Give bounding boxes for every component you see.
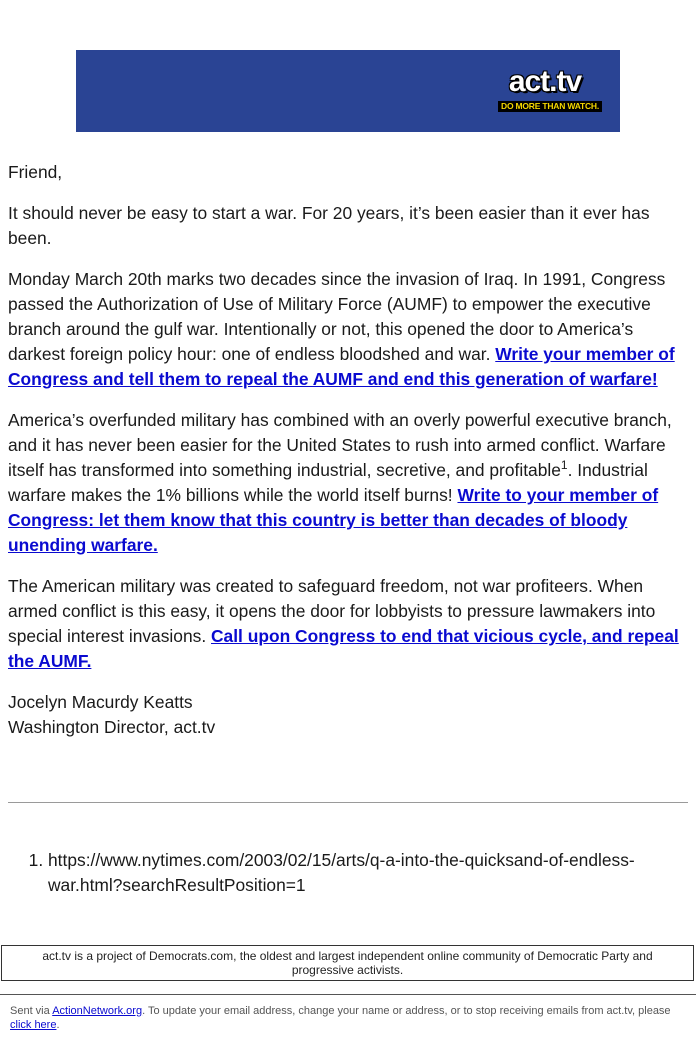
- sent-prefix: Sent via: [10, 1005, 53, 1017]
- paragraph-text: . Industrial warfare makes the 1% billions while the world itself burns!: [8, 460, 648, 505]
- project-note-box: [1, 945, 694, 981]
- paragraph-text: Monday March 20th marks two decades since the invasion of Iraq. In 1991, Congress passed the Authorization of Use of Military Force (AUMF) to empower the executive branch around the gulf war. Intentionally or not, this opened the door to America’s darkest foreign policy hour: one of endless bloodshed and war.: [8, 269, 666, 364]
- project-note: act.tv is a project of Democrats.com, the oldest and largest independent online community of Democratic Party and progressive activists.: [42, 949, 653, 977]
- footnote-ref[interactable]: 1: [560, 458, 568, 473]
- write-to-member-link[interactable]: Write to your member of Congress: let them know that this country is better than decades of bloody unending warfare.: [8, 485, 659, 555]
- act-tv-logo[interactable]: [498, 65, 600, 114]
- click-here-link[interactable]: click here: [10, 1019, 57, 1031]
- signature-name: Jocelyn Macurdy Keatts: [8, 692, 193, 712]
- logo-wordmark: act.tv: [508, 65, 582, 98]
- paragraph-intro: It should never be easy to start a war. For 20 years, it’s been easier than it ever has been.: [8, 203, 650, 248]
- call-upon-congress-link[interactable]: Call upon Congress to end that vicious cycle, and repeal the AUMF.: [8, 626, 679, 671]
- signature-title: Washington Director, act.tv: [8, 717, 216, 737]
- email-body: [8, 160, 688, 756]
- paragraph-text: America’s overfunded military has combined with an overly powerful executive branch, and it has never been easier for the United States to rush into armed conflict. Warfare itself has transformed into something industrial, secretive, and profitable: [8, 410, 672, 480]
- paragraph-military: [8, 408, 688, 558]
- sent-middle: . To update your email address, change your name or address, or to stop receiving emails from act.tv, please: [142, 1005, 671, 1017]
- footnotes: [8, 848, 688, 898]
- paragraph-freedom: [8, 574, 688, 674]
- paragraph-text: The American military was created to safeguard freedom, not war profiteers. When armed conflict is this easy, it opens the door for lobbyists to pressure lawmakers into special interest invasions.: [8, 576, 656, 646]
- footer-divider: [0, 994, 696, 995]
- signature: [8, 690, 688, 740]
- sent-suffix: .: [56, 1019, 60, 1031]
- greeting: Friend,: [8, 162, 63, 182]
- divider: [8, 802, 688, 803]
- footnote-item: 1. https://www.nytimes.com/2003/02/15/arts/q-a-into-the-quicksand-of-endless-war.html?searchResultPosition=1: [48, 848, 688, 898]
- paragraph-aumf-history: [8, 267, 688, 392]
- logo-tagline: DO MORE THAN WATCH.: [498, 101, 602, 112]
- sent-via-footer: [10, 1004, 680, 1032]
- actionnetwork-link[interactable]: ActionNetwork.org: [52, 1005, 143, 1017]
- header-banner: [76, 50, 620, 132]
- write-congress-link[interactable]: Write your member of Congress and tell them to repeal the AUMF and end this generation of warfare!: [8, 344, 675, 389]
